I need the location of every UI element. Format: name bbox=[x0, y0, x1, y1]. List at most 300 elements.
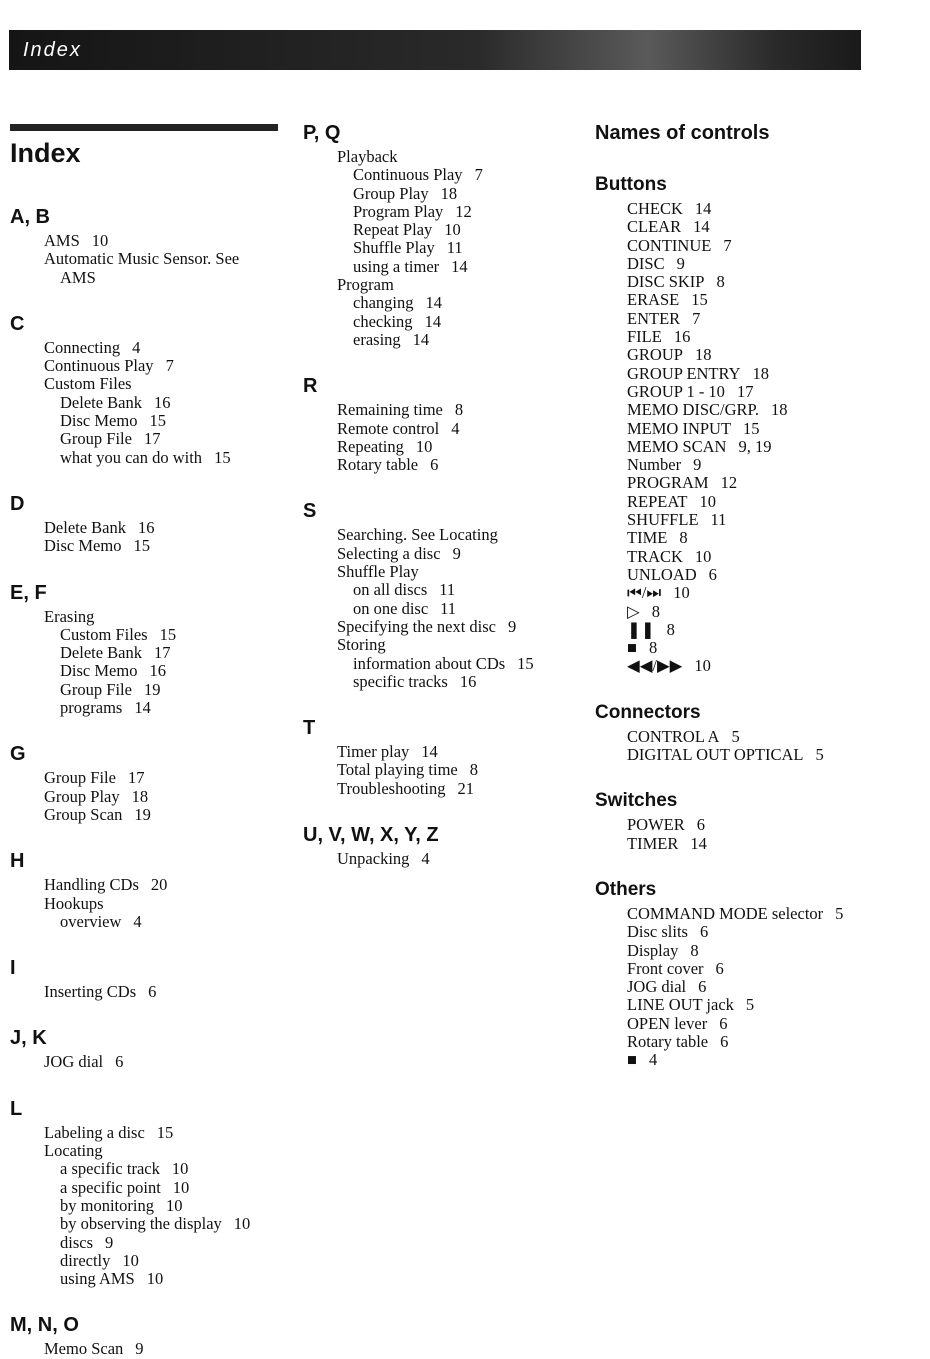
entry-text: Delete Bank bbox=[60, 392, 143, 412]
entry-text: Inserting CDs bbox=[44, 982, 137, 1002]
entry-page: 4 bbox=[451, 418, 460, 438]
entry-page: 14 bbox=[690, 833, 707, 853]
entry-page: 6 bbox=[699, 922, 709, 942]
controls-group bbox=[595, 786, 925, 853]
entry-page: 18 bbox=[694, 345, 712, 365]
index-entry bbox=[303, 276, 593, 294]
control-entry bbox=[595, 511, 925, 529]
section-gap bbox=[10, 931, 290, 953]
control-entry bbox=[595, 905, 925, 923]
index-section bbox=[10, 1023, 290, 1071]
entry-text: information about CDs bbox=[353, 653, 506, 673]
section-letter: R bbox=[303, 375, 318, 398]
control-entry bbox=[595, 835, 925, 853]
entry-page: 15 bbox=[691, 290, 708, 310]
index-entry bbox=[303, 780, 593, 798]
entry-text: Searching. See Locating bbox=[337, 525, 498, 545]
index-entry bbox=[303, 401, 593, 419]
index-entry bbox=[303, 239, 593, 257]
control-entry bbox=[595, 603, 925, 621]
entry-text: AMS bbox=[44, 231, 80, 250]
entry-page: 14 bbox=[425, 293, 442, 313]
entry-text: Unpacking bbox=[337, 849, 410, 869]
entry-page: 9 bbox=[105, 1232, 114, 1252]
section-letter: E, F bbox=[10, 581, 47, 604]
entry-text: using AMS bbox=[60, 1269, 135, 1289]
entry-page: 14 bbox=[421, 742, 438, 762]
entry-text: Automatic Music Sensor. See bbox=[44, 249, 240, 269]
entry-text: GROUP ENTRY bbox=[627, 363, 741, 383]
index-column-2 bbox=[303, 118, 593, 868]
group-title: Connectors bbox=[595, 701, 701, 723]
entry-page: 7 bbox=[692, 308, 701, 328]
entry-text: Continuous Play bbox=[353, 165, 463, 185]
entry-text: POWER bbox=[627, 815, 685, 835]
index-entry bbox=[303, 456, 593, 474]
entry-text: MEMO SCAN bbox=[627, 436, 727, 456]
entry-text: COMMAND MODE selector bbox=[627, 903, 824, 923]
entry-text: TRACK bbox=[627, 546, 683, 566]
control-entry bbox=[595, 960, 925, 978]
entry-text: Disc Memo bbox=[60, 661, 138, 681]
entry-text: Program Play bbox=[353, 201, 444, 221]
entry-page: 6 bbox=[696, 815, 705, 835]
control-entry bbox=[595, 438, 925, 456]
entry-page: 5 bbox=[731, 726, 740, 746]
entry-text: Shuffle Play bbox=[353, 238, 435, 258]
section-letter: M, N, O bbox=[10, 1314, 79, 1337]
index-entry bbox=[10, 895, 290, 913]
index-entry bbox=[10, 1142, 290, 1160]
entry-page: 7 bbox=[723, 235, 732, 255]
entry-text: ENTER bbox=[627, 308, 681, 328]
entry-text: a specific point bbox=[60, 1177, 161, 1197]
entry-text: Playback bbox=[337, 147, 398, 166]
control-entry bbox=[595, 548, 925, 566]
control-entry bbox=[595, 529, 925, 547]
index-entry bbox=[10, 1179, 290, 1197]
entry-page: 14 bbox=[694, 199, 712, 218]
entry-page: 5 bbox=[745, 995, 755, 1015]
entry-page: 10 bbox=[91, 231, 109, 250]
entry-page: 15 bbox=[159, 624, 177, 644]
index-entry bbox=[10, 876, 290, 894]
entry-text: Delete Bank bbox=[60, 643, 143, 663]
section-gap bbox=[10, 467, 290, 489]
index-section bbox=[10, 578, 290, 718]
controls-group bbox=[595, 698, 925, 765]
control-entry bbox=[595, 816, 925, 834]
entry-text: Repeat Play bbox=[353, 220, 433, 240]
index-entry bbox=[10, 788, 290, 806]
entry-text: on all discs bbox=[353, 580, 428, 600]
index-entry bbox=[10, 394, 290, 412]
entry-page: 17 bbox=[154, 643, 171, 663]
entry-text: ■ bbox=[627, 1050, 637, 1070]
control-entry bbox=[595, 237, 925, 255]
entry-page: 8 bbox=[666, 619, 675, 639]
index-entry bbox=[10, 769, 290, 787]
entry-text: CONTROL A bbox=[627, 726, 720, 746]
index-entry bbox=[303, 166, 593, 184]
entry-page: 14 bbox=[134, 698, 151, 718]
entry-text: overview bbox=[60, 911, 122, 931]
section-gap bbox=[303, 474, 593, 496]
entry-page: 21 bbox=[457, 778, 474, 798]
control-entry bbox=[595, 420, 925, 438]
entry-page: 4 bbox=[132, 337, 141, 357]
entry-text: Group Play bbox=[44, 786, 120, 806]
entry-page: 6 bbox=[708, 564, 717, 584]
entry-page: 14 bbox=[451, 256, 468, 276]
entry-text: Custom Files bbox=[44, 374, 132, 394]
section-letter: I bbox=[10, 957, 16, 980]
entry-text: Total playing time bbox=[337, 760, 458, 780]
entry-text: UNLOAD bbox=[627, 564, 697, 584]
index-section bbox=[303, 713, 593, 798]
entry-text: Memo Scan bbox=[44, 1339, 124, 1359]
section-gap bbox=[10, 824, 290, 846]
entry-page: 16 bbox=[154, 392, 171, 412]
index-entry bbox=[10, 983, 290, 1001]
entry-text: Group Scan bbox=[44, 804, 123, 824]
control-entry bbox=[595, 218, 925, 236]
index-entry bbox=[303, 563, 593, 581]
control-entry bbox=[595, 328, 925, 346]
control-entry bbox=[595, 493, 925, 511]
control-entry bbox=[595, 746, 925, 764]
section-letter: P, Q bbox=[303, 122, 341, 144]
entry-text: LINE OUT jack bbox=[627, 995, 734, 1015]
entry-page: 10 bbox=[699, 491, 717, 511]
entry-page: 16 bbox=[138, 517, 155, 537]
entry-page: 10 bbox=[165, 1195, 183, 1215]
index-entry bbox=[10, 806, 290, 824]
entry-text: Group File bbox=[44, 768, 116, 788]
entry-text: Remote control bbox=[337, 418, 440, 438]
entry-text: TIME bbox=[627, 528, 668, 548]
index-entry bbox=[10, 644, 290, 662]
section-gap bbox=[595, 148, 925, 170]
section-gap bbox=[303, 349, 593, 371]
index-entry bbox=[303, 331, 593, 349]
entry-text: what you can do with bbox=[60, 447, 203, 467]
section-gap bbox=[10, 1288, 290, 1310]
index-entry bbox=[10, 537, 290, 555]
index-entry bbox=[10, 1340, 290, 1358]
entry-page: 9 bbox=[452, 543, 461, 563]
index-entry bbox=[10, 1053, 290, 1071]
entry-text: ■ bbox=[627, 638, 637, 658]
index-entry bbox=[303, 655, 593, 673]
section-gap bbox=[595, 676, 925, 698]
control-entry bbox=[595, 474, 925, 492]
entry-page: 15 bbox=[214, 447, 231, 467]
control-entry bbox=[595, 1015, 925, 1033]
control-entry bbox=[595, 639, 925, 657]
entry-page: 10 bbox=[415, 436, 433, 456]
section-gap bbox=[303, 691, 593, 713]
entry-page: 18 bbox=[752, 363, 770, 383]
entry-text: Locating bbox=[44, 1141, 103, 1161]
index-entry bbox=[303, 420, 593, 438]
section-letter: T bbox=[303, 717, 316, 740]
entry-text: Front cover bbox=[627, 958, 704, 978]
entry-text: Group File bbox=[60, 429, 132, 449]
section-gap bbox=[10, 556, 290, 578]
index-section bbox=[10, 739, 290, 824]
entry-page: 14 bbox=[412, 329, 430, 349]
entry-text: using a timer bbox=[353, 256, 440, 276]
index-entry bbox=[303, 743, 593, 761]
entry-page: 7 bbox=[474, 165, 483, 185]
entry-page: 9 bbox=[508, 616, 517, 636]
index-entry bbox=[10, 1234, 290, 1252]
control-entry bbox=[595, 566, 925, 584]
index-section bbox=[10, 1094, 290, 1289]
entry-page: 19 bbox=[134, 804, 151, 824]
entry-page: 6 bbox=[148, 982, 157, 1002]
index-section bbox=[10, 1310, 290, 1358]
entry-text: Group File bbox=[60, 679, 132, 699]
entry-text: CONTINUE bbox=[627, 235, 712, 255]
entry-page: 10 bbox=[233, 1214, 251, 1234]
entry-page: 10 bbox=[694, 656, 711, 676]
section-gap bbox=[10, 1072, 290, 1094]
entry-page: 10 bbox=[171, 1159, 189, 1179]
entry-page: 7 bbox=[165, 356, 174, 376]
entry-page: 8 bbox=[648, 638, 658, 658]
control-entry bbox=[595, 346, 925, 364]
entry-text: Delete Bank bbox=[44, 517, 127, 537]
entry-text: ◀◀/▶▶ bbox=[627, 656, 683, 676]
entry-text: checking bbox=[353, 311, 413, 331]
index-entry bbox=[10, 375, 290, 393]
index-entry bbox=[10, 681, 290, 699]
index-entry bbox=[10, 1252, 290, 1270]
entry-page: 15 bbox=[149, 411, 166, 431]
entry-page: 10 bbox=[172, 1177, 190, 1197]
index-entry bbox=[303, 618, 593, 636]
index-entry bbox=[10, 699, 290, 717]
entry-page: 5 bbox=[815, 745, 824, 765]
entry-text: JOG dial bbox=[44, 1052, 104, 1072]
entry-text: Connecting bbox=[44, 337, 121, 357]
entry-page: 6 bbox=[698, 977, 707, 997]
index-section bbox=[10, 489, 290, 556]
entry-text: ERASE bbox=[627, 290, 680, 310]
index-entry bbox=[303, 673, 593, 691]
entry-page: 18 bbox=[131, 786, 149, 806]
section-letter: S bbox=[303, 500, 317, 523]
entry-page: 5 bbox=[835, 903, 844, 923]
index-entry bbox=[10, 232, 290, 250]
index-entry bbox=[303, 148, 593, 166]
control-entry bbox=[595, 728, 925, 746]
entry-page: 16 bbox=[149, 661, 166, 681]
group-title: Buttons bbox=[595, 174, 667, 195]
entry-text: changing bbox=[353, 293, 414, 313]
entry-page: 10 bbox=[694, 546, 712, 566]
control-entry bbox=[595, 942, 925, 960]
index-section bbox=[303, 371, 593, 474]
section-gap bbox=[10, 1001, 290, 1023]
entry-page: 12 bbox=[720, 473, 738, 493]
entry-page: 11 bbox=[439, 580, 456, 600]
entry-text: CLEAR bbox=[627, 217, 682, 237]
section-gap bbox=[303, 798, 593, 820]
index-entry bbox=[303, 438, 593, 456]
section-letter: C bbox=[10, 312, 25, 335]
control-entry bbox=[595, 273, 925, 291]
group-title: Others bbox=[595, 878, 657, 900]
entry-text: Disc slits bbox=[627, 922, 688, 942]
index-entry bbox=[303, 294, 593, 312]
entry-text: a specific track bbox=[60, 1159, 160, 1179]
entry-text: OPEN lever bbox=[627, 1013, 708, 1033]
entry-page: 10 bbox=[146, 1269, 164, 1289]
entry-text: Shuffle Play bbox=[337, 562, 419, 582]
index-section bbox=[303, 820, 593, 868]
index-column-1 bbox=[10, 202, 290, 1359]
entry-page: 15 bbox=[517, 653, 534, 673]
section-gap bbox=[595, 764, 925, 786]
section-gap bbox=[10, 287, 290, 309]
entry-text: JOG dial bbox=[627, 977, 687, 997]
entry-text: Display bbox=[627, 940, 679, 960]
entry-page: 4 bbox=[421, 849, 430, 869]
index-section bbox=[303, 496, 593, 691]
index-entry bbox=[10, 1160, 290, 1178]
entry-text: Handling CDs bbox=[44, 875, 139, 895]
entry-text: Erasing bbox=[44, 606, 95, 626]
control-entry bbox=[595, 255, 925, 273]
entry-page: 17 bbox=[143, 429, 161, 449]
entry-text: FILE bbox=[627, 327, 662, 347]
index-entry bbox=[303, 850, 593, 868]
entry-page: 9, 19 bbox=[738, 436, 772, 456]
entry-text: ▷ bbox=[627, 601, 640, 621]
entry-page: 17 bbox=[736, 381, 754, 401]
entry-text: TIMER bbox=[627, 833, 679, 853]
entry-page: 8 bbox=[469, 760, 478, 780]
index-section bbox=[303, 118, 593, 349]
entry-page: 4 bbox=[648, 1050, 658, 1070]
index-entry bbox=[303, 526, 593, 544]
index-entry bbox=[10, 608, 290, 626]
entry-text: Labeling a disc bbox=[44, 1122, 145, 1142]
entry-text: Number bbox=[627, 455, 682, 475]
index-entry bbox=[303, 581, 593, 599]
entry-page: 14 bbox=[693, 217, 710, 237]
index-entry bbox=[10, 339, 290, 357]
control-entry bbox=[595, 657, 925, 675]
index-section bbox=[10, 846, 290, 931]
entry-page: 6 bbox=[720, 1031, 729, 1051]
entry-text: DIGITAL OUT OPTICAL bbox=[627, 745, 804, 765]
section-letter: J, K bbox=[10, 1027, 47, 1050]
entry-page: 19 bbox=[143, 679, 161, 699]
entry-text: Troubleshooting bbox=[337, 778, 446, 798]
entry-text: Program bbox=[337, 275, 394, 295]
control-entry bbox=[595, 401, 925, 419]
entry-text: programs bbox=[60, 698, 123, 718]
entry-text: ⏮/⏭ bbox=[627, 583, 662, 603]
entry-page: 15 bbox=[743, 418, 760, 438]
entry-page: 6 bbox=[430, 455, 439, 475]
entry-text: CHECK bbox=[627, 199, 683, 218]
entry-page: 6 bbox=[115, 1052, 124, 1072]
control-entry bbox=[595, 621, 925, 639]
entry-text: AMS bbox=[60, 267, 96, 287]
entry-text: by monitoring bbox=[60, 1195, 154, 1215]
entry-page: 17 bbox=[127, 768, 145, 788]
control-entry bbox=[595, 365, 925, 383]
controls-column bbox=[595, 118, 925, 1070]
section-gap bbox=[595, 853, 925, 875]
entry-page: 8 bbox=[679, 528, 688, 548]
control-entry bbox=[595, 584, 925, 602]
index-entry bbox=[10, 412, 290, 430]
entry-text: Storing bbox=[337, 635, 386, 655]
entry-page: 9 bbox=[676, 253, 685, 273]
control-entry bbox=[595, 923, 925, 941]
control-entry bbox=[595, 383, 925, 401]
entry-text: MEMO DISC/GRP. bbox=[627, 400, 760, 420]
index-entry bbox=[10, 250, 290, 268]
entry-page: 20 bbox=[150, 875, 168, 895]
index-section bbox=[10, 202, 290, 287]
index-entry bbox=[303, 545, 593, 563]
index-entry bbox=[303, 761, 593, 779]
entry-page: 18 bbox=[440, 183, 458, 203]
entry-page: 6 bbox=[719, 1013, 728, 1033]
entry-page: 14 bbox=[424, 311, 442, 331]
entry-text: REPEAT bbox=[627, 491, 688, 511]
section-letter: A, B bbox=[10, 206, 50, 228]
index-entry bbox=[10, 1215, 290, 1233]
index-entry bbox=[10, 519, 290, 537]
entry-text: Timer play bbox=[337, 742, 410, 762]
entry-page: 18 bbox=[771, 400, 788, 420]
control-entry bbox=[595, 291, 925, 309]
index-entry bbox=[10, 449, 290, 467]
index-section bbox=[10, 953, 290, 1001]
entry-text: Disc Memo bbox=[44, 536, 122, 556]
entry-page: 15 bbox=[156, 1122, 174, 1142]
control-entry bbox=[595, 996, 925, 1014]
entry-text: erasing bbox=[353, 329, 401, 349]
index-entry bbox=[10, 269, 290, 287]
entry-text: Specifying the next disc bbox=[337, 616, 497, 636]
title-rule bbox=[10, 124, 278, 131]
entry-page: 8 bbox=[651, 601, 660, 621]
index-entry bbox=[10, 357, 290, 375]
index-entry bbox=[10, 1270, 290, 1288]
entry-page: 10 bbox=[673, 583, 690, 603]
entry-text: Disc Memo bbox=[60, 411, 138, 431]
page-title: Index bbox=[10, 138, 81, 168]
entry-text: on one disc bbox=[353, 598, 429, 618]
entry-text: DISC bbox=[627, 253, 665, 273]
control-entry bbox=[595, 978, 925, 996]
index-entry bbox=[10, 430, 290, 448]
entry-text: by observing the display bbox=[60, 1214, 222, 1234]
entry-page: 11 bbox=[446, 238, 463, 258]
entry-text: PROGRAM bbox=[627, 473, 709, 493]
entry-page: 8 bbox=[454, 400, 464, 420]
entry-page: 4 bbox=[133, 911, 142, 931]
